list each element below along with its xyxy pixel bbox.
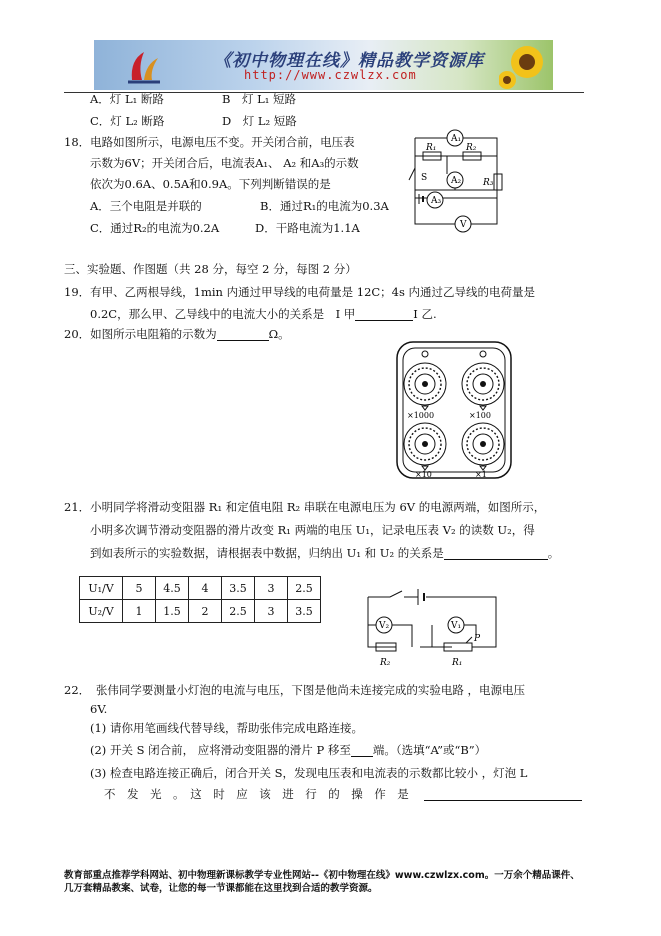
table-cell: 2.5 — [288, 577, 321, 600]
q22-item3-blank[interactable] — [424, 788, 582, 801]
label-r2: R₂ — [466, 143, 477, 153]
q20-text-b: Ω。 — [268, 327, 290, 341]
table-header-u2: U₂/V — [80, 600, 123, 623]
q20-text-a: 20．如图所示电阻箱的示数为 — [64, 327, 217, 341]
label-v1: V₁ — [451, 621, 462, 631]
label-s: S — [421, 173, 428, 183]
table-cell: 2 — [189, 600, 222, 623]
q21-answer-blank[interactable] — [444, 547, 548, 560]
q20-line — [64, 327, 290, 341]
q18-circuit-figure — [405, 128, 515, 233]
table-row — [80, 577, 321, 600]
q21-line3-end: 。 — [547, 546, 560, 560]
q18-line1: 18．电路如图所示，电源电压不变。开关闭合前，电压表 — [64, 135, 355, 149]
q19-answer-blank[interactable] — [355, 308, 413, 321]
q18-option-c: C．通过R₂的电流为0.2A — [90, 221, 220, 235]
q20-answer-blank[interactable] — [217, 328, 269, 341]
footer-line1: 教育部重点推荐学科网站、初中物理新课标教学专业性网站--《初中物理在线》www.czwlzx.com。一万余个精品课件、 — [64, 870, 580, 881]
label-r2: R₂ — [380, 658, 391, 668]
q19-line1: 19．有甲、乙两根导线，1min 内通过甲导线的电荷量是 12C；4s 内通过乙导线的电荷量是 — [64, 285, 536, 299]
q21-circuit-figure — [360, 585, 505, 670]
q22-item2-b: 端。（选填“A”或“B”） — [372, 743, 487, 757]
table-cell: 2.5 — [222, 600, 255, 623]
footer-line2: 几万套精品教案、试卷，让您的每一节课都能在这里找到合适的教学资源。 — [64, 883, 378, 894]
table-cell: 3 — [255, 577, 288, 600]
table-cell: 3.5 — [222, 577, 255, 600]
resistance-box-figure — [395, 340, 513, 480]
q21-data-table — [79, 576, 321, 623]
q22-item3b-line — [104, 787, 409, 801]
label-r1: R₁ — [452, 658, 463, 668]
dial-label-x1: ×1 — [475, 470, 487, 479]
q18-option-a: A．三个电阻是并联的 — [90, 199, 202, 213]
sunflower-icon — [499, 42, 551, 90]
q21-line3-text: 到如表所示的实验数据，请根据表中数据，归纳出 U₁ 和 U₂ 的关系是 — [90, 546, 444, 560]
dial-label-x100: ×100 — [469, 411, 491, 420]
dial-label-x1000: ×1000 — [407, 411, 435, 420]
q17-option-b: B 灯 L₁ 短路 — [222, 92, 297, 106]
q22-item1: (1) 请你用笔画线代替导线，帮助张伟完成电路连接。 — [90, 721, 363, 735]
label-r3: R₃ — [483, 178, 494, 188]
table-cell: 3 — [255, 600, 288, 623]
q22-line2: 6V. — [90, 702, 108, 716]
q18-line2: 示数为6V；开关闭合后，电流表A₁、 A₂ 和A₃的示数 — [90, 156, 359, 170]
q22-item3: (3) 检查电路连接正确后，闭合开关 S，发现电压表和电流表的示数都比较小 ，灯泡 L — [90, 766, 528, 780]
q19-line2-b: I 乙. — [413, 307, 437, 321]
dial-label-x10: ×10 — [415, 470, 432, 479]
table-cell: 5 — [123, 577, 156, 600]
banner-url: http://www.czwlzx.com — [244, 68, 417, 82]
q22-item2-blank[interactable] — [351, 744, 373, 757]
table-row — [80, 600, 321, 623]
q18-option-b: B．通过R₁的电流为0.3A — [260, 199, 389, 213]
q22-line1: 22． 张伟同学要测量小灯泡的电流与电压，下图是他尚未连接完成的实验电路 ，电源电压 — [64, 683, 526, 697]
q19-line2 — [90, 307, 437, 321]
label-a1: A₁ — [451, 134, 462, 144]
table-cell: 4 — [189, 577, 222, 600]
table-header-u1: U₁/V — [80, 577, 123, 600]
label-v: V — [460, 220, 467, 230]
q17-option-d: D 灯 L₂ 短路 — [222, 114, 297, 128]
header-banner — [94, 40, 553, 90]
banner-title: 《初中物理在线》精品教学资源库 — [214, 51, 484, 71]
label-r1: R₁ — [426, 143, 437, 153]
label-p: P — [474, 634, 481, 644]
q22-item3b: 不 发 光 。 这 时 应 该 进 行 的 操 作 是 — [104, 787, 409, 801]
table-cell: 3.5 — [288, 600, 321, 623]
q18-option-d: D．干路电流为1.1A — [255, 221, 360, 235]
site-logo-icon — [124, 46, 164, 86]
table-cell: 4.5 — [156, 577, 189, 600]
q21-line1: 21．小明同学将滑动变阻器 R₁ 和定值电阻 R₂ 串联在电源电压为 6V 的电源两端，如图所示， — [64, 500, 546, 514]
q22-item2-a: (2) 开关 S 闭合前， 应将滑动变阻器的滑片 P 移至 — [90, 743, 351, 757]
table-cell: 1 — [123, 600, 156, 623]
section3-heading: 三、实验题、作图题（共 28 分，每空 2 分，每图 2 分） — [64, 262, 357, 276]
q17-option-a: A．灯 L₁ 断路 — [90, 92, 164, 106]
q21-line3 — [90, 546, 559, 560]
label-a3: A₃ — [431, 196, 442, 206]
q17-option-c: C．灯 L₂ 断路 — [90, 114, 165, 128]
label-v2: V₂ — [379, 621, 390, 631]
q21-line2: 小明多次调节滑动变阻器的滑片改变 R₁ 两端的电压 U₁，记录电压表 V₂ 的读数 U₂，得 — [90, 523, 535, 537]
label-a2: A₂ — [451, 176, 462, 186]
q19-line2-a: 0.2C，那么甲、乙导线中的电流大小的关系是 I 甲 — [90, 307, 356, 321]
table-cell: 1.5 — [156, 600, 189, 623]
q22-item2 — [90, 743, 486, 757]
q18-line3: 依次为0.6A、0.5A和0.9A。下列判断错误的是 — [90, 177, 331, 191]
